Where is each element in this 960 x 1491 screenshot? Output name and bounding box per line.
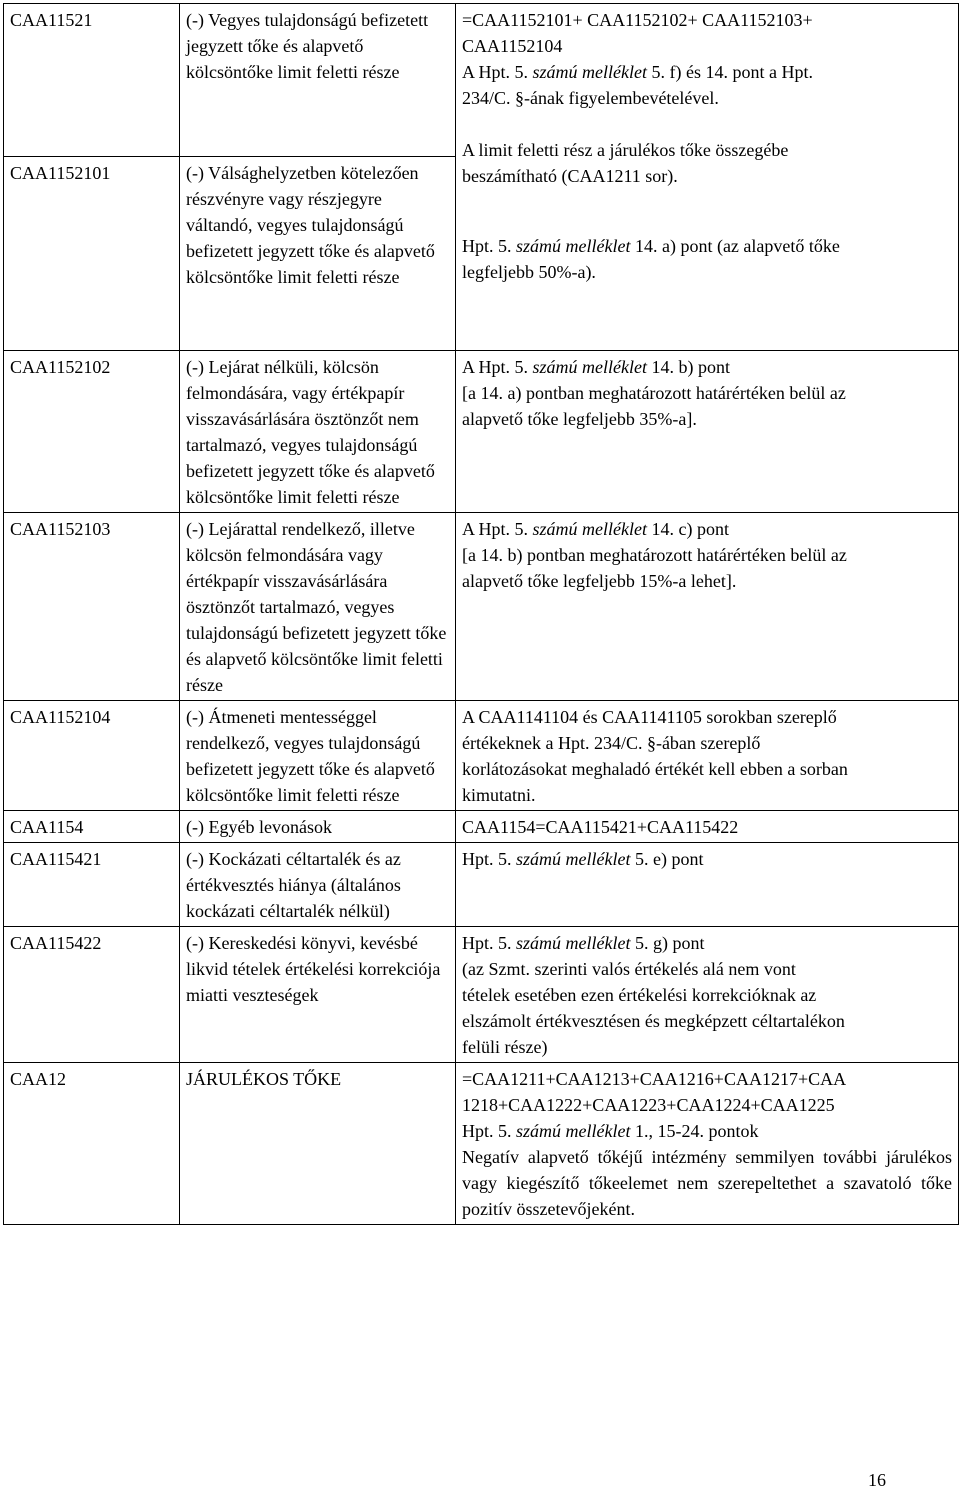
table-row (4, 843, 959, 927)
note-text: [a 14. a) pontban meghatározott határértéken belül az (462, 383, 846, 403)
legal-reference: 234/C. §-ának figyelembevételével. (462, 88, 719, 108)
row-code: CAA1152104 (4, 701, 180, 811)
row-description: (-) Lejárattal rendelkező, illetve kölcsön felmondására vagy értékpapír visszavásárlására ösztönzőt tartalmazó, vegyes tulajdonságú befizetett jegyzett tőke és alapvető kölcsöntőke limit feletti része (180, 513, 456, 701)
row-code: CAA12 (4, 1063, 180, 1225)
row-description: (-) Egyéb levonások (180, 811, 456, 843)
page-number: 16 (868, 1470, 886, 1490)
note-text: [a 14. b) pontban meghatározott határértéken belül az (462, 545, 847, 565)
row-description: (-) Lejárat nélküli, kölcsön felmondására, vagy értékpapír visszavásárlására ösztönzőt nem tartalmazó, vegyes tulajdonságú befizetett jegyzett tőke és alapvető kölcsöntőke limit feletti része (180, 351, 456, 513)
row-code: CAA11521 (4, 4, 180, 157)
note-text: elszámolt értékvesztésen és megképzett céltartalékon (462, 1011, 845, 1031)
note-text: beszámítható (CAA1211 sor). (462, 166, 678, 186)
note-text: korlátozásokat meghaladó értékét kell ebben a sorban (462, 759, 848, 779)
legal-reference: Hpt. 5. számú melléklet 1., 15-24. pontok (462, 1121, 759, 1141)
row-note (456, 4, 959, 351)
formula-line: 1218+CAA1222+CAA1223+CAA1224+CAA1225 (462, 1095, 835, 1115)
table-row (4, 351, 959, 513)
legal-reference: Hpt. 5. számú melléklet 5. e) pont (462, 849, 704, 869)
row-note (456, 927, 959, 1063)
row-description: (-) Vegyes tulajdonságú befizetett jegyzett tőke és alapvető kölcsöntőke limit feletti része (180, 4, 456, 157)
note-text: legfeljebb 50%-a). (462, 262, 596, 282)
note-text: (az Szmt. szerinti valós értékelés alá nem vont (462, 959, 796, 979)
legal-reference: A Hpt. 5. számú melléklet 5. f) és 14. pont a Hpt. (462, 62, 813, 82)
note-text: Negatív alapvető tőkéjű intézmény semmilyen további járulékos vagy kiegészítő tőkeelemet nem szerepeltethet a szavatoló tőke pozitív összetevőjeként. (462, 1147, 952, 1219)
legal-reference: A Hpt. 5. számú melléklet 14. c) pont (462, 519, 729, 539)
table-row (4, 4, 959, 157)
legal-reference: Hpt. 5. számú melléklet 14. a) pont (az alapvető tőke (462, 236, 840, 256)
note-text: A limit feletti rész a járulékos tőke összegébe (462, 140, 789, 160)
row-code: CAA115422 (4, 927, 180, 1063)
row-code: CAA1152103 (4, 513, 180, 701)
legal-reference: A Hpt. 5. számú melléklet 14. b) pont (462, 357, 730, 377)
row-note (456, 843, 959, 927)
legal-reference: Hpt. 5. számú melléklet 5. g) pont (462, 933, 705, 953)
formula-line: CAA1152104 (462, 36, 563, 56)
row-description: (-) Kereskedési könyvi, kevésbé likvid tételek értékelési korrekciója miatti veszteségek (180, 927, 456, 1063)
row-description: (-) Válsághelyzetben kötelezően részvényre vagy részjegyre váltandó, vegyes tulajdonságú befizetett jegyzett tőke és alapvető kölcsöntőke limit feletti része (180, 157, 456, 351)
row-note: CAA1154=CAA115421+CAA115422 (456, 811, 959, 843)
note-text: A CAA1141104 és CAA1141105 sorokban szereplő (462, 707, 837, 727)
row-code: CAA115421 (4, 843, 180, 927)
row-description: (-) Kockázati céltartalék és az értékvesztés hiánya (általános kockázati céltartalék nélkül) (180, 843, 456, 927)
row-code: CAA1152102 (4, 351, 180, 513)
row-code: CAA1152101 (4, 157, 180, 351)
note-text: értékeknek a Hpt. 234/C. §-ában szereplő (462, 733, 761, 753)
table-row (4, 927, 959, 1063)
note-text: alapvető tőke legfeljebb 35%-a]. (462, 409, 697, 429)
formula-line: =CAA1211+CAA1213+CAA1216+CAA1217+CAA (462, 1069, 847, 1089)
note-text: tételek esetében ezen értékelési korrekcióknak az (462, 985, 817, 1005)
table-row (4, 513, 959, 701)
note-text: kimutatni. (462, 785, 536, 805)
formula-line: =CAA1152101+ CAA1152102+ CAA1152103+ (462, 10, 813, 30)
table-row (4, 811, 959, 843)
note-text: alapvető tőke legfeljebb 15%-a lehet]. (462, 571, 737, 591)
row-note (456, 701, 959, 811)
row-code: CAA1154 (4, 811, 180, 843)
table-row (4, 701, 959, 811)
row-note (456, 513, 959, 701)
table-row (4, 1063, 959, 1225)
row-description: (-) Átmeneti mentességgel rendelkező, vegyes tulajdonságú befizetett jegyzett tőke és alapvető kölcsöntőke limit feletti része (180, 701, 456, 811)
row-description: JÁRULÉKOS TŐKE (180, 1063, 456, 1225)
note-text: felüli része) (462, 1037, 548, 1057)
row-note (456, 1063, 959, 1225)
regulation-table (3, 3, 959, 1225)
row-note (456, 351, 959, 513)
